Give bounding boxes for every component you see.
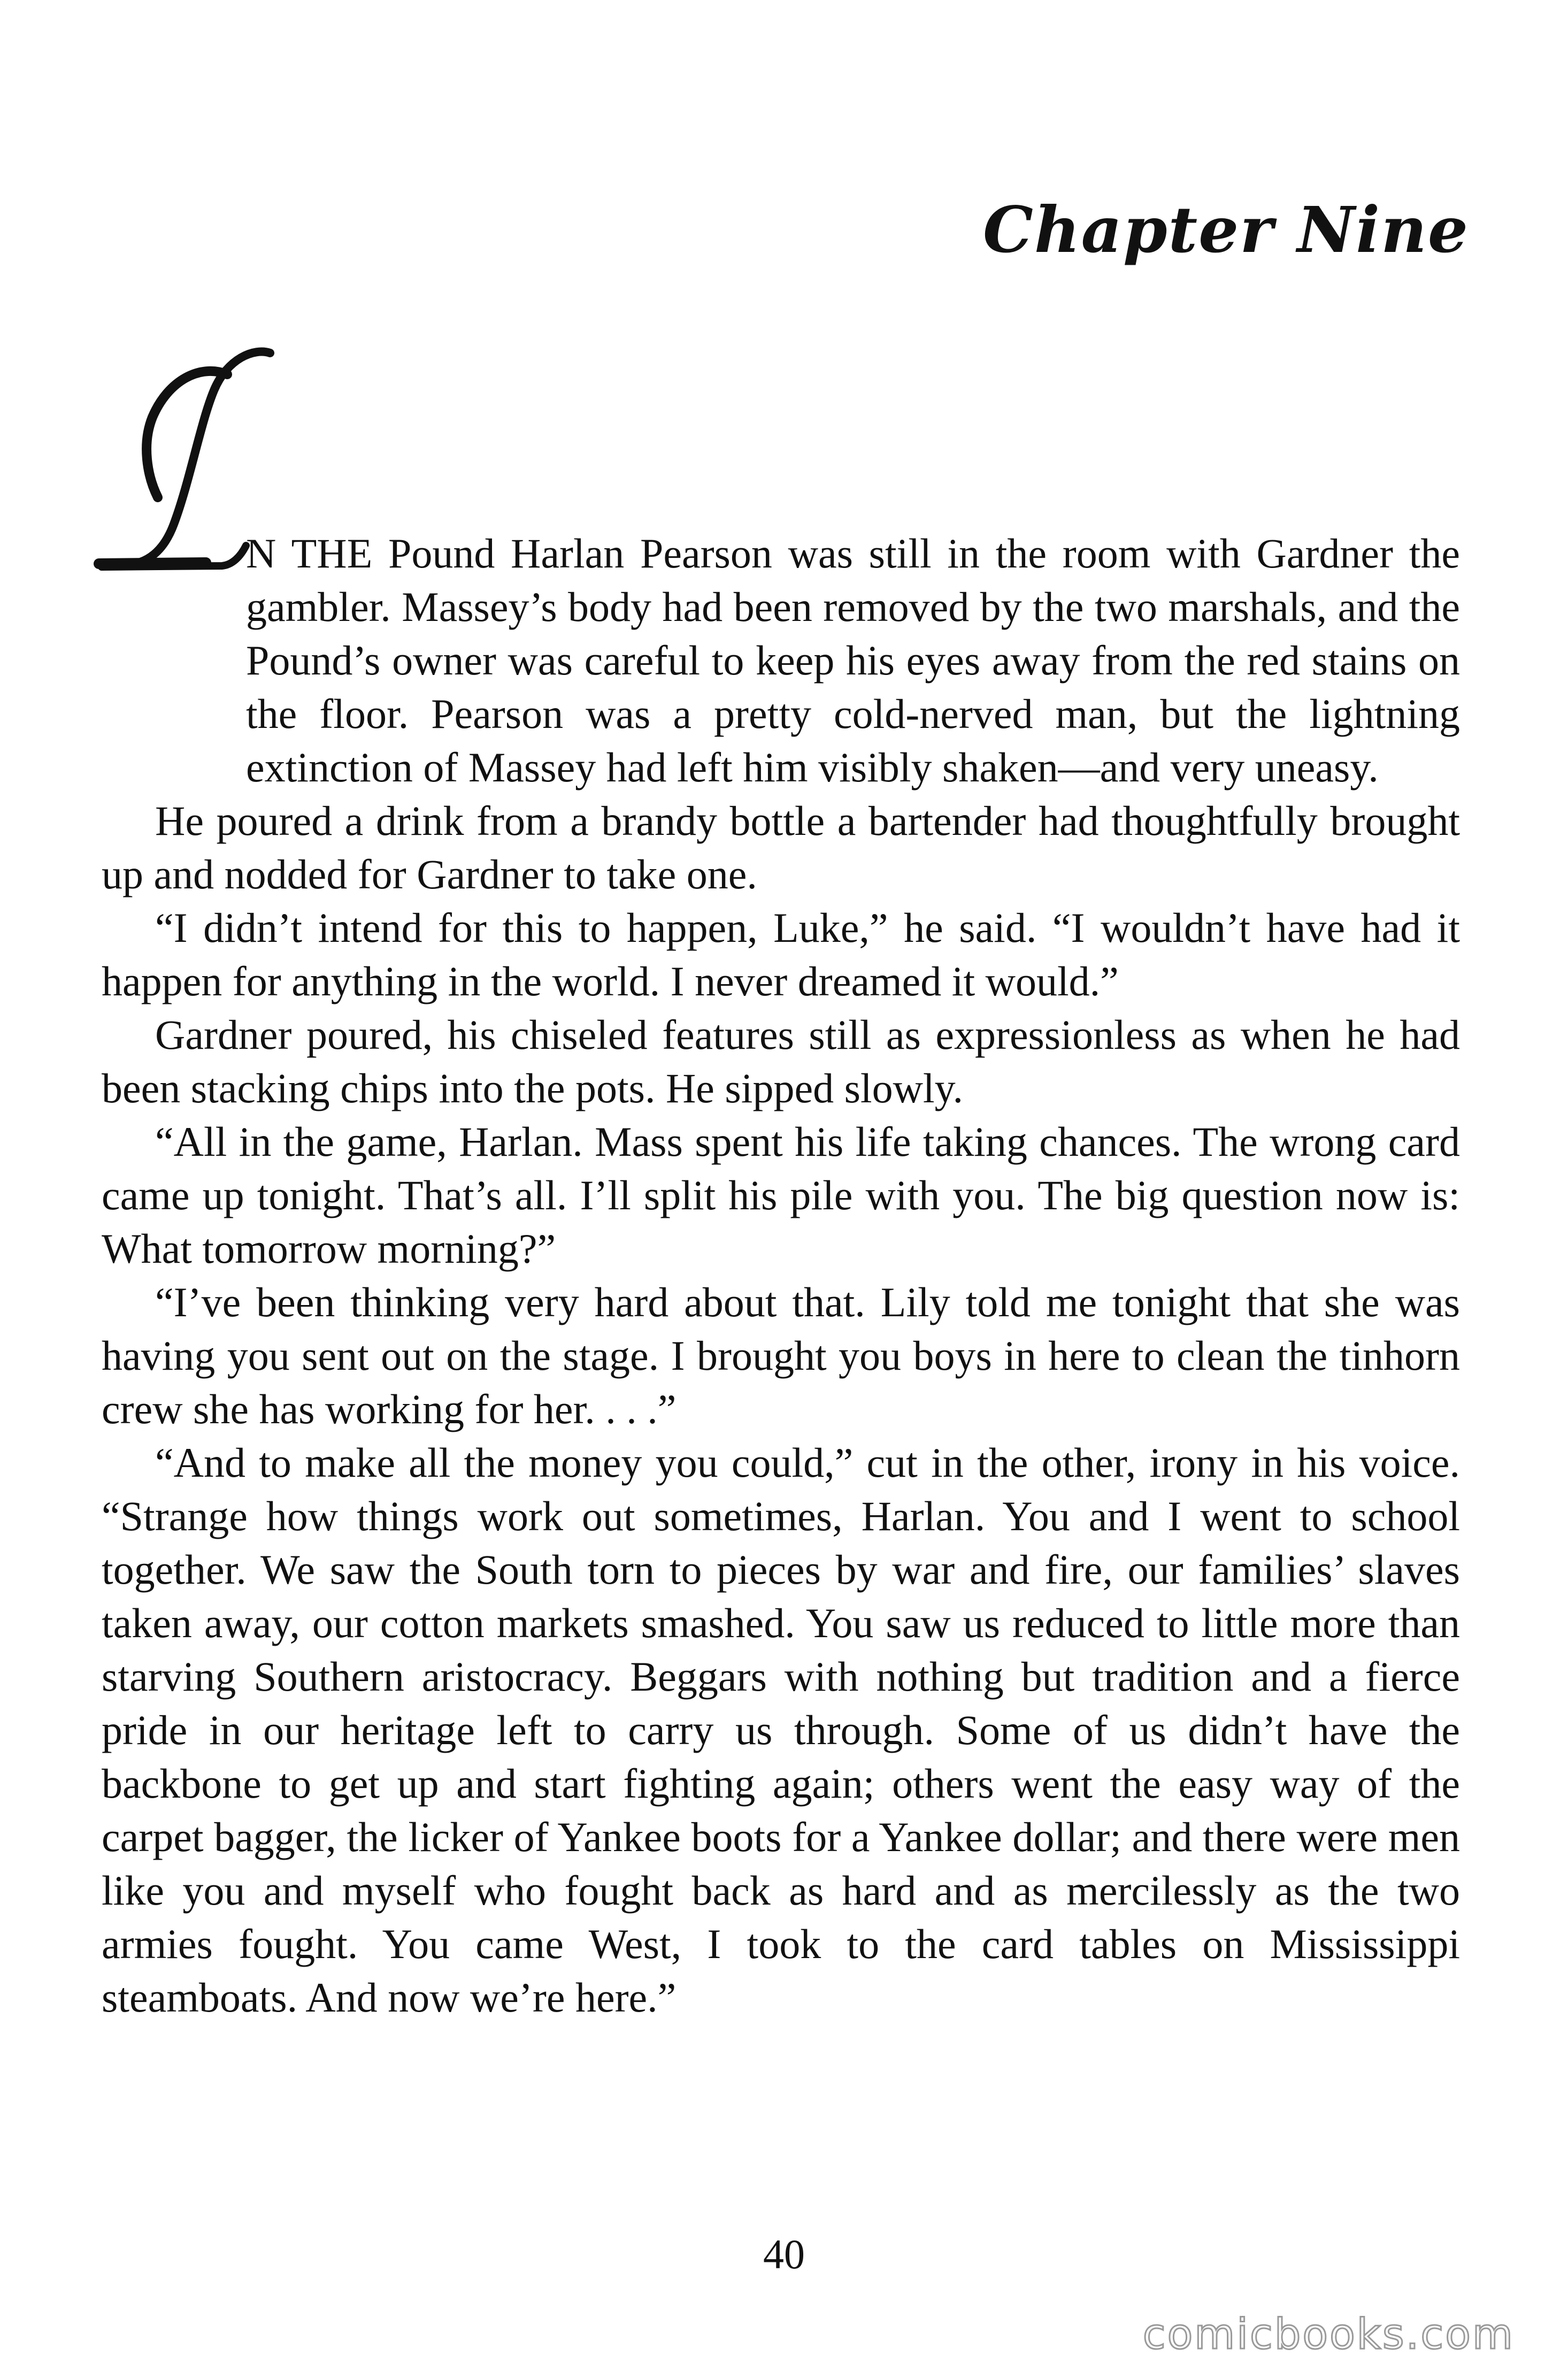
paragraph: “I didn’t intend for this to happen, Luke,” he said. “I wouldn’t have had it happen for anything in the world. I never dreamed it would.” xyxy=(102,904,1460,1004)
paragraph: “And to make all the money you could,” cut in the other, irony in his voice. “Strange how things work out sometimes, Harlan. You and I went to school together. We saw the South torn to pieces by war and fire, our families’ slaves taken away, our cotton markets smashed. You saw us reduced to little more than starving Southern aristocracy. Beggars with nothing but tradition and a fierce pride in our heritage left to carry us through. Some of us didn’t have the backbone to get up and start fighting again; others went the easy way of the carpet bagger, the licker of Yankee boots for a Yankee dollar; and there were men like you and myself who fought back as hard and as mercilessly as the two armies fought. You came West, I took to the card tables on Mississippi steamboats. And now we’re here.” xyxy=(102,1439,1460,2021)
paragraph: “I’ve been thinking very hard about that. Lily told me tonight that she was having you sent out on the stage. I brought you boys in here to clean the tinhorn crew she has working for her. . . .” xyxy=(102,1279,1460,1432)
watermark: comicbooks.com xyxy=(1142,2311,1515,2359)
body-text xyxy=(102,527,1460,2024)
paragraph: He poured a drink from a brandy bottle a bartender had thoughtfully brought up and nodded for Gardner to take one. xyxy=(102,797,1460,897)
paragraph: N THE Pound Harlan Pearson was still in the room with Gardner the gambler. Massey’s body had been removed by the two marshals, and the Pound’s owner was careful to keep his eyes away from the red stains on the floor. Pearson was a pretty cold-nerved man, but the lightning extinction of Massey had left him visibly shaken—and very uneasy. xyxy=(246,530,1460,791)
page-number: 40 xyxy=(763,2231,805,2277)
paragraph: Gardner poured, his chiseled features still as expressionless as when he had been stacking chips into the pots. He sipped slowly. xyxy=(102,1011,1460,1111)
paragraph: “All in the game, Harlan. Mass spent his life taking chances. The wrong card came up tonight. That’s all. I’ll split his pile with you. The big question now is: What tomorrow morning?” xyxy=(102,1118,1460,1272)
chapter-heading: Chapter Nine xyxy=(982,193,1469,267)
